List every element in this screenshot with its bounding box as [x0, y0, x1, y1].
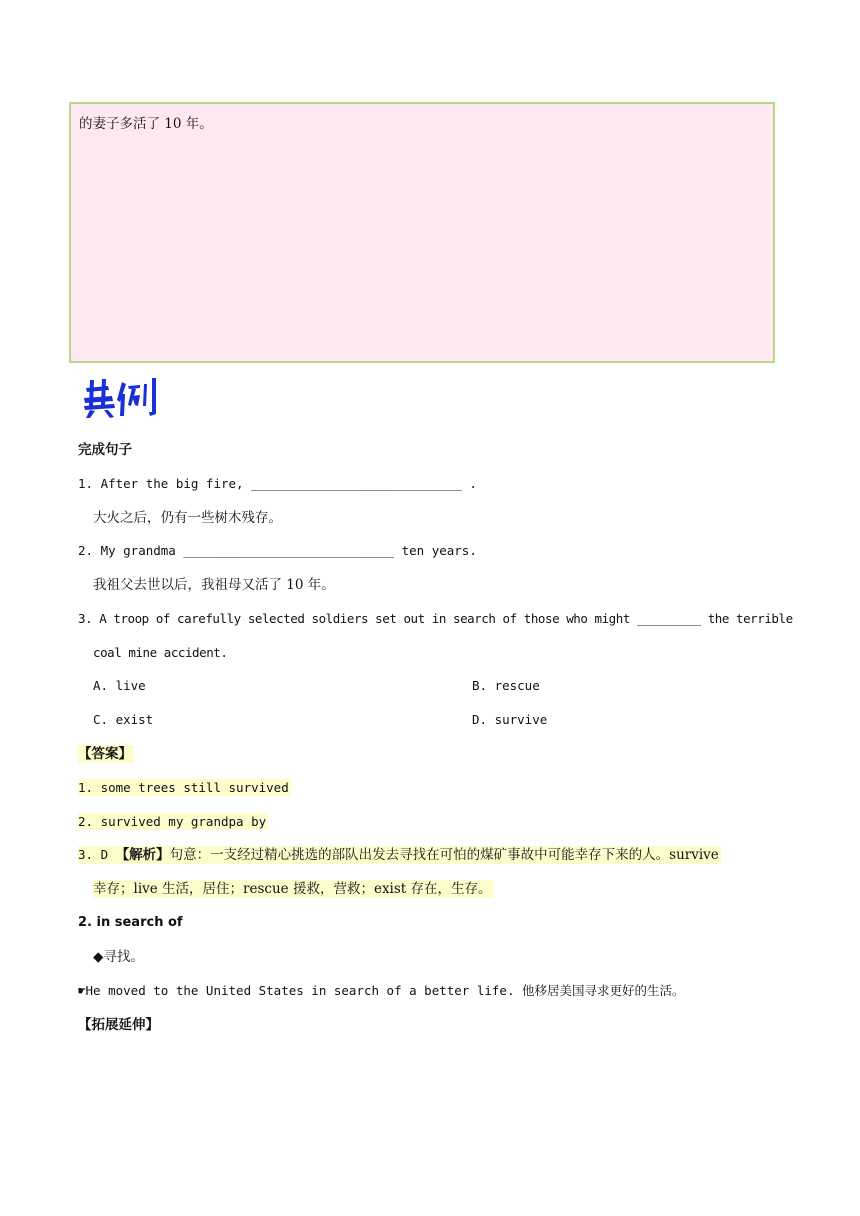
- option-b: B. rescue: [472, 678, 540, 693]
- extension-header: 【拓展延伸】: [78, 1017, 159, 1033]
- question-1-translation: 大火之后，仍有一些树木残存。: [93, 510, 282, 526]
- note-box: [69, 102, 775, 363]
- answer-3-line1: 3. D 【解析】句意：一支经过精心挑选的部队出发去寻找在可怕的煤矿事故中可能幸存下来的人。survive: [78, 847, 719, 863]
- phrase-title: 2. in search of: [78, 915, 183, 930]
- answer-2: 2. survived my grandpa by: [78, 814, 267, 829]
- phrase-example: ☛He moved to the United States in search of a better life. 他移居美国寻求更好的生活。: [78, 983, 685, 998]
- question-3-line2: coal mine accident.: [93, 645, 228, 660]
- question-2-translation: 我祖父去世以后，我祖母又活了 10 年。: [93, 577, 335, 593]
- section-title: 完成句子: [78, 442, 132, 458]
- example-logo-icon: [78, 372, 164, 422]
- option-a: A. live: [93, 678, 146, 693]
- note-text: 的妻子多活了 10 年。: [79, 116, 213, 132]
- answer-header: 【答案】: [78, 746, 132, 762]
- question-1: 1. After the big fire, ____________________________ .: [78, 476, 477, 491]
- phrase-meaning: ◆寻找。: [93, 949, 144, 965]
- answer-1: 1. some trees still survived: [78, 780, 289, 795]
- question-2: 2. My grandma ____________________________ ten years.: [78, 543, 477, 558]
- answer-3-line2: 幸存；live 生活，居住；rescue 援救，营救；exist 存在，生存。: [93, 881, 492, 897]
- option-c: C. exist: [93, 712, 154, 727]
- option-d: D. survive: [472, 712, 548, 727]
- question-3-line1: 3. A troop of carefully selected soldiers set out in search of those who might _________ the terrible: [78, 611, 793, 626]
